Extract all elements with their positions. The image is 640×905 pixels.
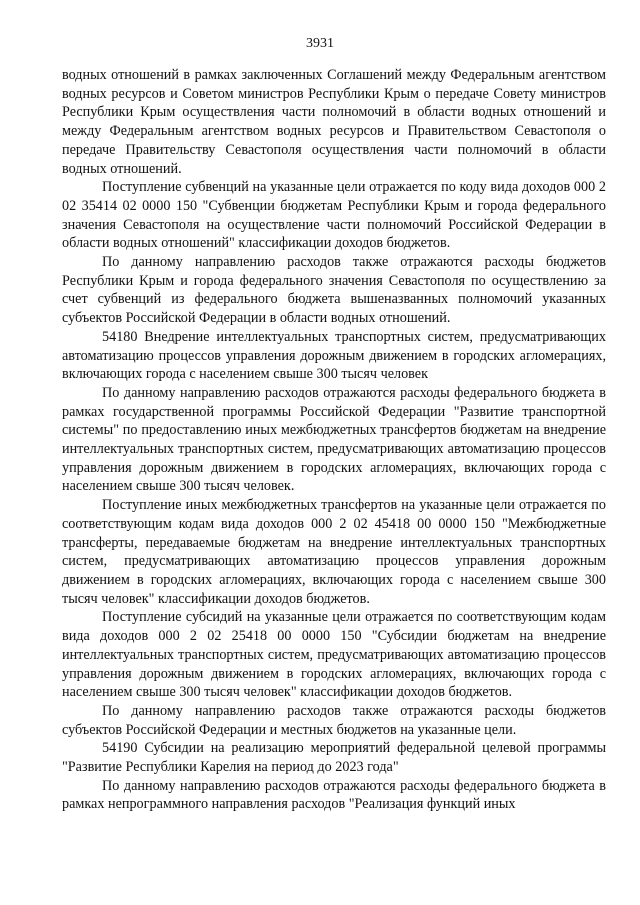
- paragraph-subvention-receipt: Поступление субвенций на указанные цели отражается по коду вида доходов 000 2 02 35414 02 0000 150 "Субвенции бюджетам Республики Крым и города федерального значения Севастополя на осуществление части полномочий Российской Федерации в области водных отношений" классификации доходов бюджетов.: [62, 179, 606, 252]
- paragraph-subsidies-receipt: Поступление субсидий на указанные цели отражается по соответствующим кодам вида доходов 000 2 02 25418 00 0000 150 "Субсидии бюджетам на внедрение интеллектуальных транспортных систем, предусматривающих автоматизацию процессов управления дорожным движением в городских агломерациях, включающих города с населением свыше 300 тысяч человек" классификации доходов бюджетов.: [62, 609, 606, 701]
- paragraph-nonprogram-expenses: По данному направлению расходов отражаются расходы федерального бюджета в рамках непрограммного направления расходов "Реализация функций иных: [62, 777, 606, 813]
- document-body: [62, 66, 606, 814]
- section-heading-54180: 54180 Внедрение интеллектуальных транспортных систем, предусматривающих автоматизацию процессов управления дорожным движением в городских агломерациях, включающих города с населением свыше 300 тысяч человек: [62, 328, 606, 383]
- paragraph-federal-expenses: По данному направлению расходов отражаются расходы федерального бюджета в рамках государственной программы Российской Федерации "Развитие транспортной системы" по предоставлению иных межбюджетных трансфертов бюджетам на внедрение интеллектуальных транспортных систем, предусматривающих автоматизацию процессов управления дорожным движением в городских агломерациях, включающих города с населением свыше 300 тысяч человек.: [62, 384, 606, 495]
- paragraph-regional-expenses: По данному направлению расходов также отражаются расходы бюджетов Республики Крым и города федерального значения Севастополя по осуществлению за счет субвенций из федерального бюджета вышеназванных полномочий указанных субъектов Российской Федерации в области водных отношений.: [62, 254, 606, 327]
- paragraph-local-expenses: По данному направлению расходов также отражаются расходы бюджетов субъектов Российской Федерации и местных бюджетов на указанные цели.: [62, 702, 606, 738]
- paragraph-transfers-receipt: Поступление иных межбюджетных трансфертов на указанные цели отражается по соответствующим кодам вида доходов 000 2 02 45418 00 0000 150 "Межбюджетные трансферты, передаваемые бюджетам на внедрение интеллектуальных транспортных систем, предусматривающих автоматизацию процессов управления дорожным движением в городских агломерациях, включающих города с населением свыше 300 тысяч человек" классификации доходов бюджетов.: [62, 497, 606, 607]
- page-number: 3931: [306, 36, 334, 51]
- section-heading-54190: 54190 Субсидии на реализацию мероприятий федеральной целевой программы "Развитие Республики Карелия на период до 2023 года": [62, 740, 606, 776]
- paragraph-continuation: водных отношений в рамках заключенных Соглашений между Федеральным агентством водных ресурсов и Советом министров Республики Крым о передаче Совету министров Республики Крым осуществления части полномочий в области водных отношений и между Федеральным агентством водных ресурсов и Правительством Севастополя о передаче Правительству Севастополя осуществления части полномочий в области водных отношений.: [62, 67, 606, 177]
